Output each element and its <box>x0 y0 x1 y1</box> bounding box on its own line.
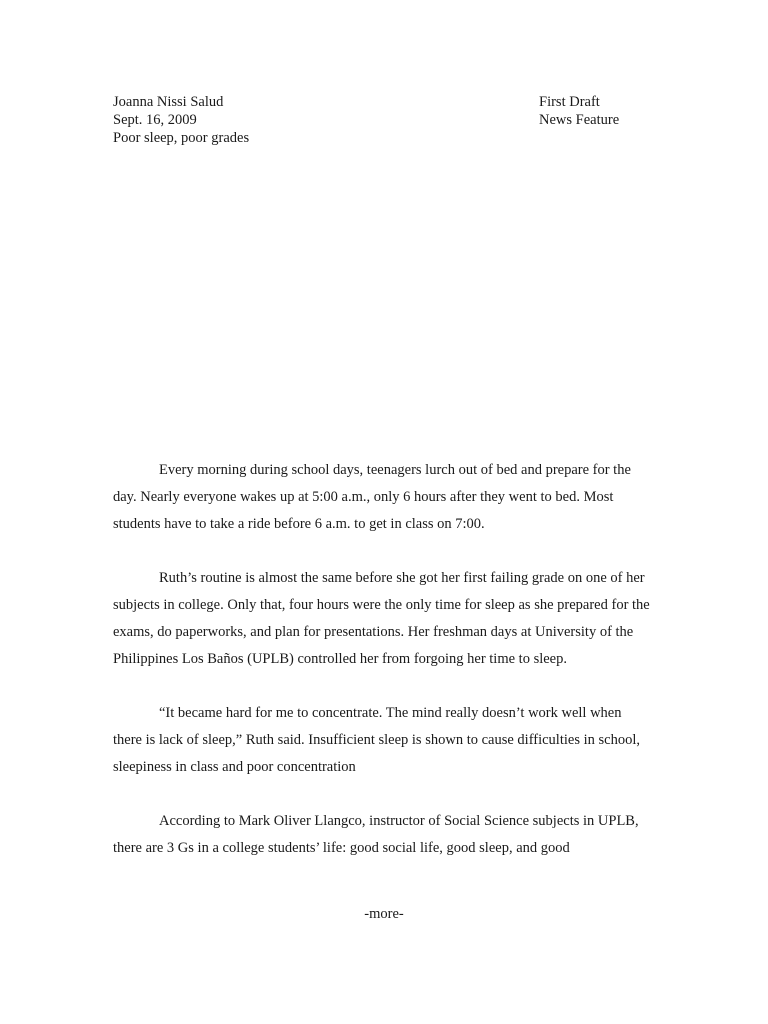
header-left-block <box>113 93 249 147</box>
draft-label: First Draft <box>539 94 600 110</box>
document-date: Sept. 16, 2009 <box>113 112 197 128</box>
paragraph-2: Ruth’s routine is almost the same before she got her first failing grade on one of her subjects in college. Only that, four hours were the only time for sleep as she prepared for the exams, do paperworks, and plan for presentations. Her freshman days at University of the Philippines Los Baños (UPLB) controlled her from forgoing her time to sleep. <box>113 570 650 667</box>
document-title: Poor sleep, poor grades <box>113 130 250 146</box>
header-right-block <box>539 93 619 129</box>
paragraph-4: According to Mark Oliver Llangco, instructor of Social Science subjects in UPLB, there are 3 Gs in a college students’ life: good social life, good sleep, and good <box>113 813 639 856</box>
paragraph-1: Every morning during school days, teenagers lurch out of bed and prepare for the day. Nearly everyone wakes up at 5:00 a.m., only 6 hours after they went to bed. Most students have to take a ride before 6 a.m. to get in class on 7:00. <box>113 462 631 532</box>
author-name: Joanna Nissi Salud <box>113 94 224 110</box>
article-body <box>113 457 653 862</box>
category-label: News Feature <box>539 112 620 128</box>
continuation-marker: -more- <box>364 906 404 922</box>
paragraph-3: “It became hard for me to concentrate. The mind really doesn’t work well when there is lack of sleep,” Ruth said. Insufficient sleep is shown to cause difficulties in school, sleepiness in class and poor concentration <box>113 705 640 775</box>
